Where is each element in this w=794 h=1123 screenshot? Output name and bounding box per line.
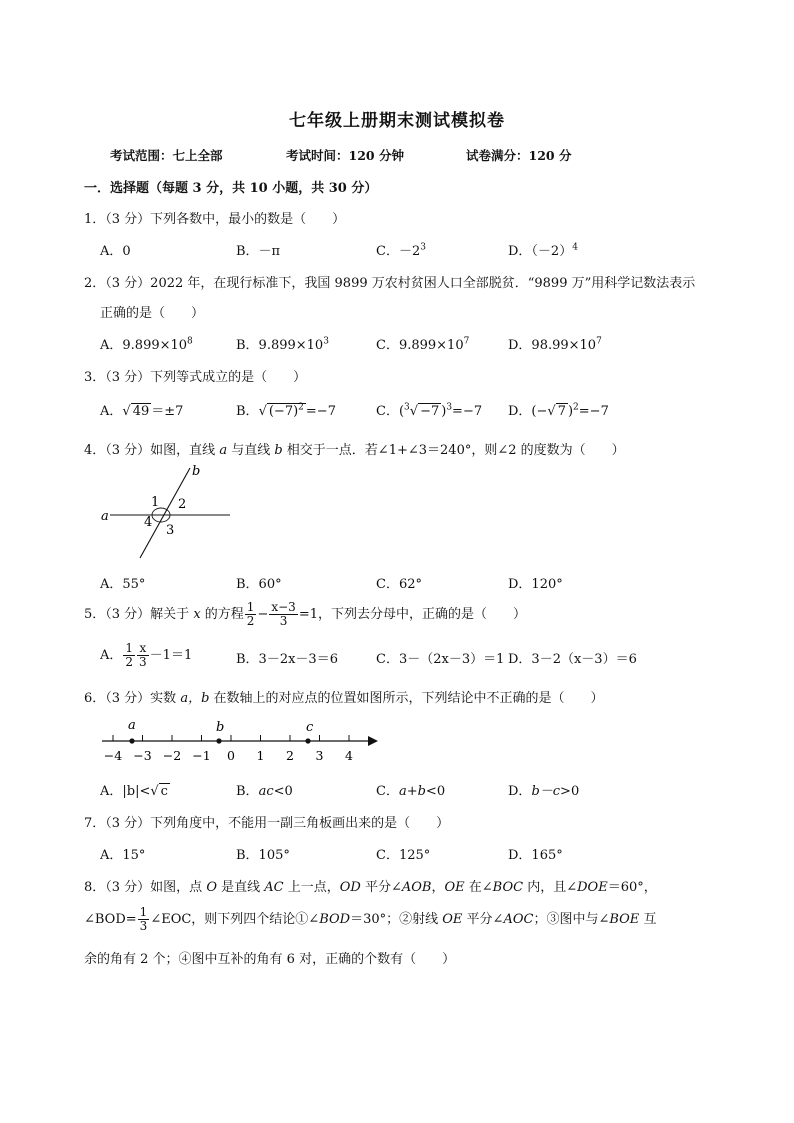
angle-3-label: 3 [166,523,175,538]
arrow-icon [368,736,378,746]
page-title: 七年级上册期末测试模拟卷 [289,111,505,131]
intersecting-lines-figure [96,462,246,562]
q5-option-b: B．3－2x－3＝6 [236,652,338,667]
question-4-stem: 4．（3 分）如图，直线 a 与直线 b 相交于一点．若∠1+∠3＝240°，则∠2 的度数为（ ） [84,443,625,458]
tick-label: −3 [133,748,152,763]
point-a [129,738,134,743]
tick-label: −4 [103,748,123,763]
q7-option-b: B．105° [236,848,290,863]
tick-label: 3 [315,748,324,763]
q3-option-b: B．√ $(-7)^2 =-7$ [236,402,336,419]
q4-option-d: D．120° [508,577,563,592]
q7-option-d: D．165° [508,848,563,863]
q3-option-d: D．(−√ 7 )$^2$=−7 [508,402,609,419]
exam-time: 考试时间：120 分钟 [286,148,404,163]
q1-option-a: A．0 [100,244,131,259]
section-heading: 一．选择题（每题 3 分，共 10 小题，共 30 分） [84,181,378,196]
tick-label: 2 [286,748,294,763]
q4-option-a: A．55° [100,577,146,592]
q2-option-a: A．$9.899\times 10^8$ [100,336,193,353]
angle-4-label: 4 [144,515,153,530]
line-b-label: b [192,464,201,479]
number-line-figure [96,714,386,770]
point-b-label: b [216,720,225,735]
question-6-stem: 6．（3 分）实数 a，b 在数轴上的对应点的位置如图所示，下列结论中不正确的是（ ） [84,691,604,706]
angle-2-label: 2 [178,497,187,512]
tick-label: 1 [256,748,265,763]
q5-option-d: D．3－2（x－3）＝6 [508,652,637,667]
q7-option-a: A．15° [100,848,146,863]
q5-option-a: A． $\frac{1}{2}$ $\frac{x}{3}$ －1＝1 [100,641,193,669]
tick-label: −2 [162,748,182,763]
q3-option-a: A．√ 49 ＝±7 [100,404,184,419]
question-8-line-3: 余的角有 2 个；④图中互补的角有 6 对，正确的个数有（ ） [84,952,456,967]
q4-option-c: C．62° [376,577,422,592]
q6-option-c: C．a+b<0 [376,784,446,799]
q2-option-d: D．$98.99\times 10^7$ [508,336,602,353]
q1-option-c: C．$-2^3$ [376,242,426,259]
point-c-label: c [306,720,314,735]
question-8-line-2: ∠BOD= $\frac{1}{3}$ ∠EOC，则下列四个结论①∠BOD＝30°；②射线 OE 平分∠AOC；③图中与∠BOE 互 [84,905,657,933]
point-b [216,738,221,743]
line-a-label: a [101,509,109,524]
q2-option-b: B．$9.899\times 10^3$ [236,336,329,353]
q6-option-d: D．b－c>0 [508,784,580,799]
exam-scope: 考试范围：七上全部 [110,148,223,163]
question-2-stem-cont: 正确的是（ ） [100,306,205,321]
q1-option-d: D．$(-2)^4$ [508,242,578,259]
question-8-line-1: 8．（3 分）如图，点 O 是直线 AC 上一点，OD 平分∠AOB，OE 在∠BOC 内，且∠DOE＝60°， [84,880,657,895]
q3-option-c: C．($^3$√ −7 )$^3$=−7 [376,402,483,419]
q7-option-c: C．125° [376,848,431,863]
question-2-stem: 2．（3 分）2022 年，在现行标准下，我国 9899 万农村贫困人口全部脱贫．“9899 万”用科学记数法表示 [84,276,696,291]
q1-option-b: B．－π [236,244,281,259]
q4-option-b: B．60° [236,577,282,592]
question-5-stem: 5．（3 分）解关于 x 的方程 $\frac{1}{2}$ − $\frac{x-3}{3}$ =1，下列去分母中，正确的是（ ） [84,600,526,628]
tick-label: 4 [345,748,353,763]
question-1-stem: 1．（3 分）下列各数中，最小的数是（ ） [84,212,346,227]
point-a-label: a [128,718,136,733]
question-3-stem: 3．（3 分）下列等式成立的是（ ） [84,370,307,385]
q6-option-b: B．ac<0 [236,784,293,799]
question-7-stem: 7．（3 分）下列角度中，不能用一副三角板画出来的是（ ） [84,816,450,831]
tick-label: 0 [227,748,235,763]
q5-option-c: C．3－（2x－3）＝1 [376,652,505,667]
point-c [305,738,310,743]
tick-label: −1 [192,748,211,763]
q6-option-a: A．|b|<√ c [100,784,168,799]
angle-1-label: 1 [151,495,160,510]
q2-option-c: C．$9.899\times 10^7$ [376,336,470,353]
exam-score: 试卷满分：120 分 [466,148,572,163]
